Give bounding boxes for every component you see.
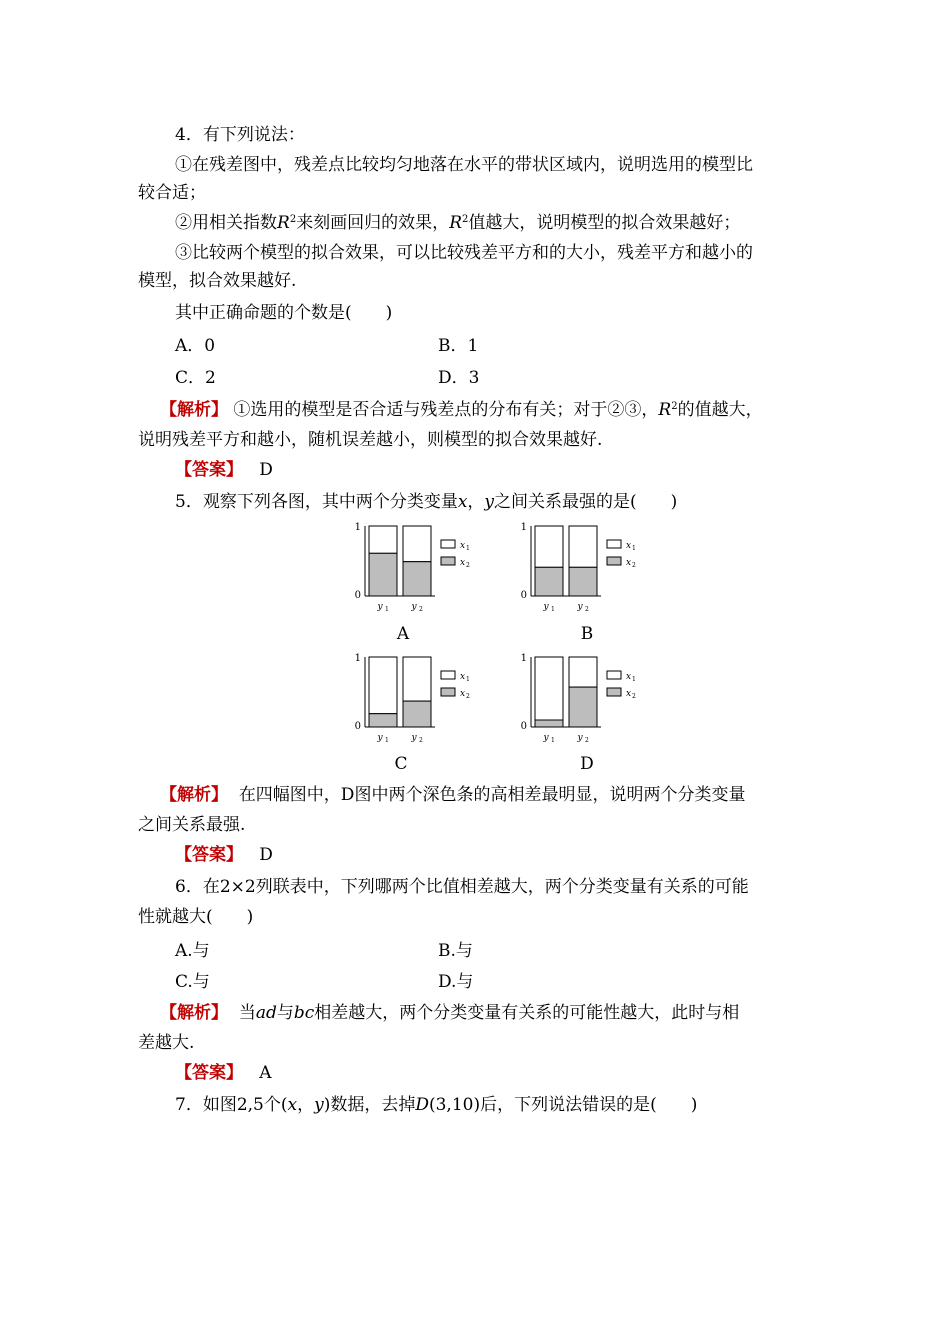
chart-a-svg xyxy=(353,520,503,620)
answer-tag: 【答案】 xyxy=(175,1063,243,1083)
q4-analysis: 【解析】 ①选用的模型是否合适与残差点的分布有关；对于②③，$R^2$的值越大， xyxy=(160,400,763,420)
legend-label-x1: x xyxy=(460,541,466,551)
category-sub-y2: 2 xyxy=(585,737,589,744)
legend-label-x2: x xyxy=(460,558,466,568)
legend-sub-x1: 1 xyxy=(632,545,636,552)
category-sub-y1: 1 xyxy=(385,737,389,744)
legend-swatch-x1 xyxy=(441,540,455,548)
bar-y2-x2 xyxy=(403,701,431,727)
q4-analysis-cont: 说明残差平方和越小，随机误差越小，则模型的拟合效果越好. xyxy=(138,430,603,450)
q4-statement-1: ①在残差图中，残差点比较均匀地落在水平的带状区域内，说明选用的模型比 xyxy=(175,155,753,175)
category-label-y1: y xyxy=(543,602,549,612)
legend-sub-x1: 1 xyxy=(466,676,470,683)
chart-d-svg xyxy=(519,651,669,751)
q4-answer: 【答案】 D xyxy=(175,460,273,480)
chart-c-label: C xyxy=(394,754,408,774)
q4-option-a: A．0 xyxy=(175,336,216,356)
q6-stem: 6．在2×2列联表中，下列哪两个比值相差越大，两个分类变量有关系的可能 xyxy=(175,877,749,897)
category-label-y2: y xyxy=(577,733,583,743)
q5-answer: 【答案】 D xyxy=(175,845,273,865)
legend-label-x2: x xyxy=(626,558,632,568)
legend-sub-x1: 1 xyxy=(466,545,470,552)
bar-y2-x1 xyxy=(569,657,597,687)
legend-sub-x2: 2 xyxy=(466,693,470,700)
legend-label-x1: x xyxy=(626,672,632,682)
q4-option-c: C．2 xyxy=(175,368,216,388)
q4-statement-3-cont: 模型，拟合效果越好. xyxy=(138,271,297,291)
q5-analysis-cont: 之间关系最强. xyxy=(138,815,246,835)
legend-label-x1: x xyxy=(626,541,632,551)
bar-y1-x1 xyxy=(535,526,563,567)
legend-sub-x1: 1 xyxy=(632,676,636,683)
category-sub-y2: 2 xyxy=(419,606,423,613)
bar-y1-x2 xyxy=(535,720,563,727)
q6-answer: 【答案】 A xyxy=(175,1063,272,1083)
bar-y2-x2 xyxy=(569,567,597,596)
chart-c-svg xyxy=(353,651,503,751)
y-tick-label-1: 1 xyxy=(354,653,361,664)
category-sub-y2: 2 xyxy=(585,606,589,613)
bar-y1-x1 xyxy=(535,657,563,720)
answer-tag: 【答案】 xyxy=(175,845,243,865)
bar-y1-x1 xyxy=(369,526,397,553)
legend-swatch-x1 xyxy=(607,540,621,548)
chart-b-label: B xyxy=(580,624,594,644)
category-sub-y1: 1 xyxy=(551,606,555,613)
legend-label-x2: x xyxy=(460,689,466,699)
q5-analysis: 【解析】 在四幅图中，D图中两个深色条的高相差最明显，说明两个分类变量 xyxy=(160,785,746,805)
legend-sub-x2: 2 xyxy=(632,693,636,700)
q4-ask: 其中正确命题的个数是( ) xyxy=(175,303,393,323)
y-tick-label-1: 1 xyxy=(520,522,527,533)
chart-a xyxy=(353,520,503,620)
q4-stem: 4．有下列说法： xyxy=(175,125,305,145)
y-tick-label-0: 0 xyxy=(354,721,361,732)
y-tick-label-0: 0 xyxy=(520,721,527,732)
q6-option-c: C.与 xyxy=(175,972,210,992)
y-tick-label-1: 1 xyxy=(520,653,527,664)
y-tick-label-0: 0 xyxy=(354,590,361,601)
q6-option-a: A.与 xyxy=(175,941,210,961)
q5-stem: 5．观察下列各图，其中两个分类变量x，y之间关系最强的是( ) xyxy=(175,492,678,512)
q6-stem-cont: 性就越大( ) xyxy=(138,907,254,927)
bar-y1-x2 xyxy=(535,567,563,596)
chart-d xyxy=(519,651,669,751)
q7-stem: 7．如图2,5个(x，y)数据，去掉D(3,10)后，下列说法错误的是( ) xyxy=(175,1095,698,1115)
chart-a-label: A xyxy=(396,624,410,644)
q4-statement-1-cont: 较合适； xyxy=(138,183,206,203)
q6-analysis-cont: 差越大. xyxy=(138,1033,195,1053)
legend-swatch-x2 xyxy=(607,688,621,696)
q6-analysis: 【解析】 当ad与bc相差越大，两个分类变量有关系的可能性越大，此时与相 xyxy=(160,1003,740,1023)
analysis-tag: 【解析】 xyxy=(160,400,228,420)
legend-swatch-x2 xyxy=(441,688,455,696)
legend-sub-x2: 2 xyxy=(466,562,470,569)
q4-option-b: B．1 xyxy=(438,336,479,356)
category-label-y1: y xyxy=(543,733,549,743)
bar-y1-x1 xyxy=(369,657,397,714)
legend-swatch-x2 xyxy=(441,557,455,565)
category-sub-y1: 1 xyxy=(385,606,389,613)
bar-y2-x1 xyxy=(569,526,597,567)
chart-b-svg xyxy=(519,520,669,620)
q6-option-b: B.与 xyxy=(438,941,473,961)
legend-sub-x2: 2 xyxy=(632,562,636,569)
chart-c xyxy=(353,651,503,751)
legend-swatch-x2 xyxy=(607,557,621,565)
chart-b xyxy=(519,520,669,620)
y-tick-label-1: 1 xyxy=(354,522,361,533)
chart-d-label: D xyxy=(580,754,594,774)
bar-y2-x1 xyxy=(403,657,431,701)
category-label-y2: y xyxy=(577,602,583,612)
q4-option-d: D．3 xyxy=(438,368,480,388)
bar-y2-x2 xyxy=(569,687,597,727)
analysis-tag: 【解析】 xyxy=(160,1003,228,1023)
category-label-y1: y xyxy=(377,602,383,612)
bar-y1-x2 xyxy=(369,553,397,596)
bar-y1-x2 xyxy=(369,714,397,727)
bar-y2-x2 xyxy=(403,562,431,596)
q6-option-d: D.与 xyxy=(438,972,474,992)
legend-label-x2: x xyxy=(626,689,632,699)
category-label-y1: y xyxy=(377,733,383,743)
q4-statement-2: ②用相关指数$R^2$来刻画回归的效果，$R^2$值越大，说明模型的拟合效果越好； xyxy=(175,213,741,233)
answer-tag: 【答案】 xyxy=(175,460,243,480)
q4-statement-3: ③比较两个模型的拟合效果，可以比较残差平方和的大小，残差平方和越小的 xyxy=(175,243,753,263)
legend-label-x1: x xyxy=(460,672,466,682)
legend-swatch-x1 xyxy=(441,671,455,679)
category-sub-y2: 2 xyxy=(419,737,423,744)
category-label-y2: y xyxy=(411,733,417,743)
analysis-tag: 【解析】 xyxy=(160,785,228,805)
legend-swatch-x1 xyxy=(607,671,621,679)
category-label-y2: y xyxy=(411,602,417,612)
y-tick-label-0: 0 xyxy=(520,590,527,601)
category-sub-y1: 1 xyxy=(551,737,555,744)
bar-y2-x1 xyxy=(403,526,431,562)
